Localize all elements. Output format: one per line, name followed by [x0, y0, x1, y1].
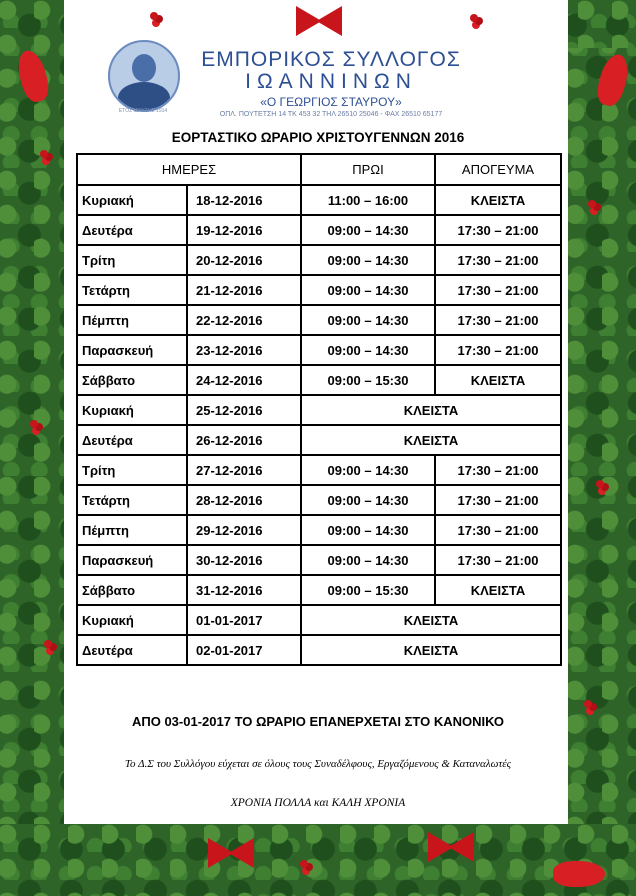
table-row — [77, 215, 561, 245]
day-cell: Παρασκευή — [77, 545, 187, 575]
header-afternoon: ΑΠΟΓΕΥΜΑ — [435, 154, 561, 185]
morning-hours-cell: 09:00 – 14:30 — [301, 545, 435, 575]
association-name-line3: «Ο ΓΕΩΡΓΙΟΣ ΣΤΑΥΡΟΥ» — [260, 95, 402, 109]
date-cell: 25-12-2016 — [187, 395, 301, 425]
table-row — [77, 305, 561, 335]
table-row — [77, 575, 561, 605]
board-wishes-line: Το Δ.Σ του Συλλόγου εύχεται σε όλους τους Συναδέλφους, Εργαζόμενους & Καταναλωτές — [124, 758, 512, 770]
day-cell: Δευτέρα — [77, 635, 187, 665]
founded-year: ΕΤΟΣ ΙΔΡΥΣΗΣ 1914 — [118, 108, 168, 114]
date-cell: 30-12-2016 — [187, 545, 301, 575]
afternoon-hours-cell: 17:30 – 21:00 — [435, 245, 561, 275]
morning-hours-cell: 09:00 – 15:30 — [301, 365, 435, 395]
afternoon-hours-cell: ΚΛΕΙΣΤΑ — [435, 365, 561, 395]
day-cell: Τετάρτη — [77, 485, 187, 515]
holiday-schedule-table — [76, 153, 562, 666]
berry-cluster-icon — [470, 14, 478, 22]
table-body — [77, 185, 561, 665]
table-row — [77, 635, 561, 665]
berry-cluster-icon — [40, 150, 48, 158]
date-cell: 28-12-2016 — [187, 485, 301, 515]
table-row — [77, 455, 561, 485]
date-cell: 29-12-2016 — [187, 515, 301, 545]
afternoon-hours-cell: 17:30 – 21:00 — [435, 215, 561, 245]
date-cell: 26-12-2016 — [187, 425, 301, 455]
afternoon-hours-cell: 17:30 – 21:00 — [435, 455, 561, 485]
table-row — [77, 185, 561, 215]
berry-cluster-icon — [150, 12, 158, 20]
day-cell: Παρασκευή — [77, 335, 187, 365]
table-row — [77, 395, 561, 425]
afternoon-hours-cell: 17:30 – 21:00 — [435, 335, 561, 365]
morning-hours-cell: 09:00 – 15:30 — [301, 575, 435, 605]
date-cell: 24-12-2016 — [187, 365, 301, 395]
day-cell: Σάββατο — [77, 575, 187, 605]
table-row — [77, 335, 561, 365]
morning-hours-cell: 09:00 – 14:30 — [301, 485, 435, 515]
afternoon-hours-cell: ΚΛΕΙΣΤΑ — [435, 185, 561, 215]
table-row — [77, 605, 561, 635]
table-row — [77, 485, 561, 515]
holiday-greeting-line: ΧΡΟΝΙΑ ΠΟΛΛΑ και ΚΑΛΗ ΧΡΟΝΙΑ — [230, 797, 406, 809]
berry-cluster-icon — [300, 860, 308, 868]
date-cell: 27-12-2016 — [187, 455, 301, 485]
return-to-normal-note: ΑΠΟ 03-01-2017 ΤΟ ΩΡΑΡΙΟ ΕΠΑΝΕΡΧΕΤΑΙ ΣΤΟ ΚΑΝΟΝΙΚΟ — [131, 714, 505, 729]
date-cell: 31-12-2016 — [187, 575, 301, 605]
berry-cluster-icon — [44, 640, 52, 648]
date-cell: 22-12-2016 — [187, 305, 301, 335]
day-cell: Τετάρτη — [77, 275, 187, 305]
portrait-head-icon — [132, 54, 156, 82]
day-cell: Κυριακή — [77, 395, 187, 425]
table-row — [77, 365, 561, 395]
morning-hours-cell: 09:00 – 14:30 — [301, 275, 435, 305]
header-days: ΗΜΕΡΕΣ — [77, 154, 301, 185]
table-row — [77, 245, 561, 275]
date-cell: 23-12-2016 — [187, 335, 301, 365]
date-cell: 20-12-2016 — [187, 245, 301, 275]
afternoon-hours-cell: 17:30 – 21:00 — [435, 275, 561, 305]
holly-garland-bottom — [0, 824, 636, 896]
table-row — [77, 515, 561, 545]
closed-cell: ΚΛΕΙΣΤΑ — [301, 425, 561, 455]
day-cell: Δευτέρα — [77, 215, 187, 245]
morning-hours-cell: 09:00 – 14:30 — [301, 515, 435, 545]
afternoon-hours-cell: 17:30 – 21:00 — [435, 485, 561, 515]
table-row — [77, 425, 561, 455]
day-cell: Τρίτη — [77, 455, 187, 485]
morning-hours-cell: 09:00 – 14:30 — [301, 305, 435, 335]
berry-cluster-icon — [30, 420, 38, 428]
berry-cluster-icon — [588, 200, 596, 208]
morning-hours-cell: 09:00 – 14:30 — [301, 245, 435, 275]
day-cell: Δευτέρα — [77, 425, 187, 455]
closed-cell: ΚΛΕΙΣΤΑ — [301, 395, 561, 425]
header-morning: ΠΡΩΙ — [301, 154, 435, 185]
day-cell: Πέμπτη — [77, 305, 187, 335]
date-cell: 01-01-2017 — [187, 605, 301, 635]
morning-hours-cell: 09:00 – 14:30 — [301, 335, 435, 365]
morning-hours-cell: 11:00 – 16:00 — [301, 185, 435, 215]
afternoon-hours-cell: 17:30 – 21:00 — [435, 515, 561, 545]
date-cell: 21-12-2016 — [187, 275, 301, 305]
cardinal-bird-icon — [553, 861, 605, 887]
day-cell: Κυριακή — [77, 185, 187, 215]
date-cell: 18-12-2016 — [187, 185, 301, 215]
association-name-line2: ΙΩΑΝΝΙΝΩΝ — [245, 70, 417, 93]
date-cell: 02-01-2017 — [187, 635, 301, 665]
table-header-row — [77, 154, 561, 185]
association-name-line1: ΕΜΠΟΡΙΚΟΣ ΣΥΛΛΟΓΟΣ — [201, 48, 461, 71]
closed-cell: ΚΛΕΙΣΤΑ — [301, 635, 561, 665]
day-cell: Σάββατο — [77, 365, 187, 395]
date-cell: 19-12-2016 — [187, 215, 301, 245]
day-cell: Τρίτη — [77, 245, 187, 275]
berry-cluster-icon — [596, 480, 604, 488]
afternoon-hours-cell: 17:30 – 21:00 — [435, 545, 561, 575]
table-row — [77, 545, 561, 575]
closed-cell: ΚΛΕΙΣΤΑ — [301, 605, 561, 635]
afternoon-hours-cell: ΚΛΕΙΣΤΑ — [435, 575, 561, 605]
founder-portrait-logo — [108, 40, 180, 112]
morning-hours-cell: 09:00 – 14:30 — [301, 215, 435, 245]
day-cell: Κυριακή — [77, 605, 187, 635]
morning-hours-cell: 09:00 – 14:30 — [301, 455, 435, 485]
day-cell: Πέμπτη — [77, 515, 187, 545]
page-title: ΕΟΡΤΑΣΤΙΚΟ ΩΡΑΡΙΟ ΧΡΙΣΤΟΥΓΕΝΝΩΝ 2016 — [171, 130, 465, 145]
table-row — [77, 275, 561, 305]
berry-cluster-icon — [584, 700, 592, 708]
afternoon-hours-cell: 17:30 – 21:00 — [435, 305, 561, 335]
association-address: ΟΠΛ. ΠΟΥΤΕΤΣΗ 14 ΤΚ 453 32 ΤΗΛ 26510 25046 - ΦΑΧ 26510 65177 — [219, 111, 443, 118]
